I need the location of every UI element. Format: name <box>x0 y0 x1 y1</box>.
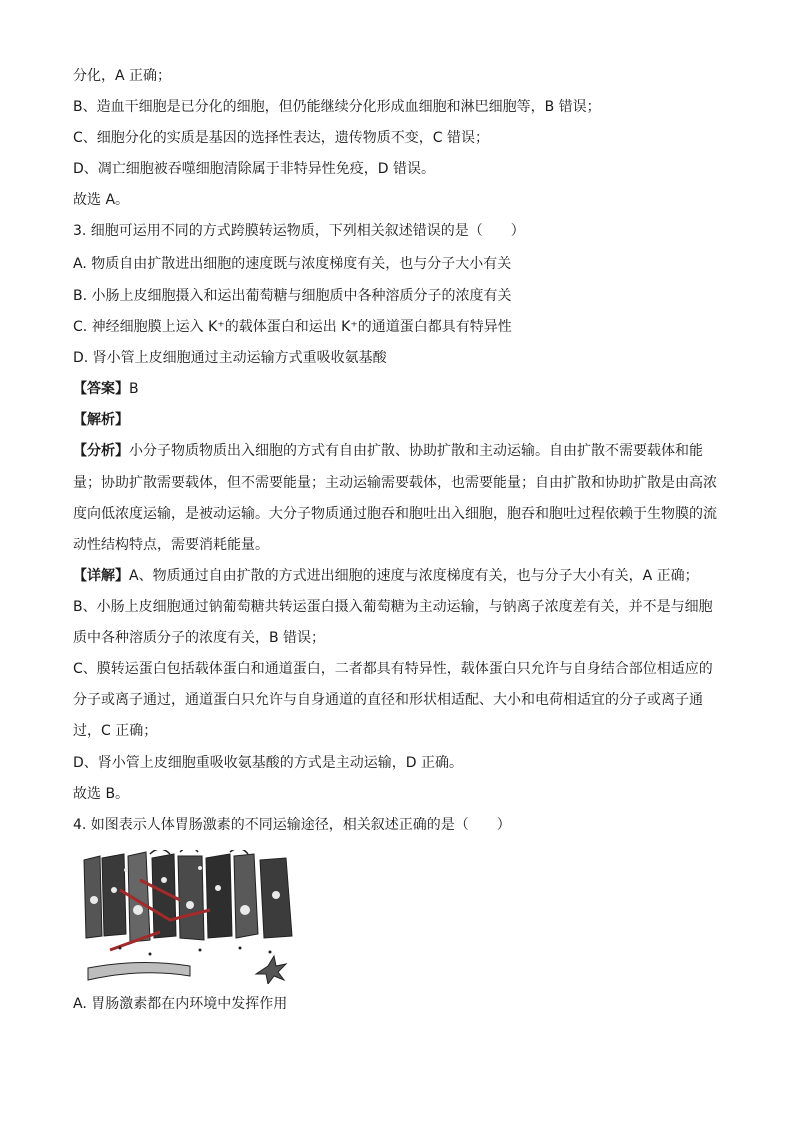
fenxi-tag: 【分析】 <box>73 443 129 459</box>
answer-value: B <box>129 381 139 397</box>
text-line: B、小肠上皮细胞通过钠葡萄糖共转运蛋白摄入葡萄糖为主动运输，与钠离子浓度差有关，并不是与细胞 <box>73 599 713 615</box>
question-4-stem: 4. 如图表示人体胃肠激素的不同运输途径，相关叙述正确的是（ ） <box>73 817 511 833</box>
xiangjie-tag: 【详解】 <box>73 568 129 584</box>
text-line: 质中各种溶质分子的浓度有关，B 错误； <box>73 630 326 646</box>
text-line: C、细胞分化的实质是基因的选择性表达，遗传物质不变，C 错误； <box>73 130 489 146</box>
question-4-option-a: A. 胃肠激素都在内环境中发挥作用 <box>73 996 288 1012</box>
answer-tag: 【答案】 <box>73 381 129 397</box>
analysis-tag: 【解析】 <box>73 412 129 428</box>
text-line: 分子或离子通过，通道蛋白只允许与自身通道的直径和形状相适配、大小和电荷相适宜的分子或离子通 <box>73 692 703 708</box>
text-line: 动性结构特点，需要消耗能量。 <box>73 537 269 553</box>
xiangjie-text: A、物质通过自由扩散的方式进出细胞的速度与浓度梯度有关，也与分子大小有关，A 正确； <box>129 568 699 584</box>
secretion-arrows <box>150 850 248 854</box>
question-3-stem: 3. 细胞可运用不同的方式跨膜转运物质，下列相关叙述错误的是（ ） <box>73 223 525 239</box>
question-3-option-a: A. 物质自由扩散进出细胞的速度既与浓度梯度有关，也与分子大小有关 <box>73 256 512 272</box>
text-line: B、造血干细胞是已分化的细胞，但仍能继续分化形成血细胞和淋巴细胞等，B 错误； <box>73 99 601 115</box>
text-line: 故选 B。 <box>73 786 130 802</box>
fenxi-text: 小分子物质物质出入细胞的方式有自由扩散、协助扩散和主动运输。自由扩散不需要载体和能 <box>129 443 703 459</box>
fenxi-line <box>73 441 733 461</box>
text-line: 度向低浓度运输，是被动运输。大分子物质通过胞吞和胞吐出入细胞，胞吞和胞吐过程依赖于生物膜的流 <box>73 506 717 522</box>
analysis-heading <box>73 410 733 430</box>
question-3-option-c: C. 神经细胞膜上运入 K⁺的载体蛋白和运出 K⁺的通道蛋白都具有特异性 <box>73 319 512 335</box>
dots <box>119 947 272 956</box>
question-3-option-d: D. 肾小管上皮细胞通过主动运输方式重吸收氨基酸 <box>73 350 387 366</box>
question-3-option-b: B. 小肠上皮细胞摄入和运出葡萄糖与细胞质中各种溶质分子的浓度有关 <box>73 288 512 304</box>
text-line: 分化，A 正确； <box>73 68 172 84</box>
text-line: D、凋亡细胞被吞噬细胞清除属于非特异性免疫，D 错误。 <box>73 161 436 177</box>
gut-hormone-figure <box>80 850 296 984</box>
target-cell <box>256 956 286 984</box>
blood-vessel <box>88 962 190 980</box>
answer-line <box>73 379 733 399</box>
text-line: D、肾小管上皮细胞重吸收氨基酸的方式是主动运输，D 正确。 <box>73 755 464 771</box>
xiangjie-line <box>73 566 733 586</box>
epithelium <box>84 852 292 942</box>
text-line: 故选 A。 <box>73 192 130 208</box>
text-line: C、膜转运蛋白包括载体蛋白和通道蛋白，二者都具有特异性，载体蛋白只允许与自身结合部位相适应的 <box>73 661 713 677</box>
text-line: 量；协助扩散需要载体，但不需要能量；主动运输需要载体，也需要能量；自由扩散和协助扩散是由高浓 <box>73 475 717 491</box>
text-line: 过，C 正确； <box>73 723 158 739</box>
